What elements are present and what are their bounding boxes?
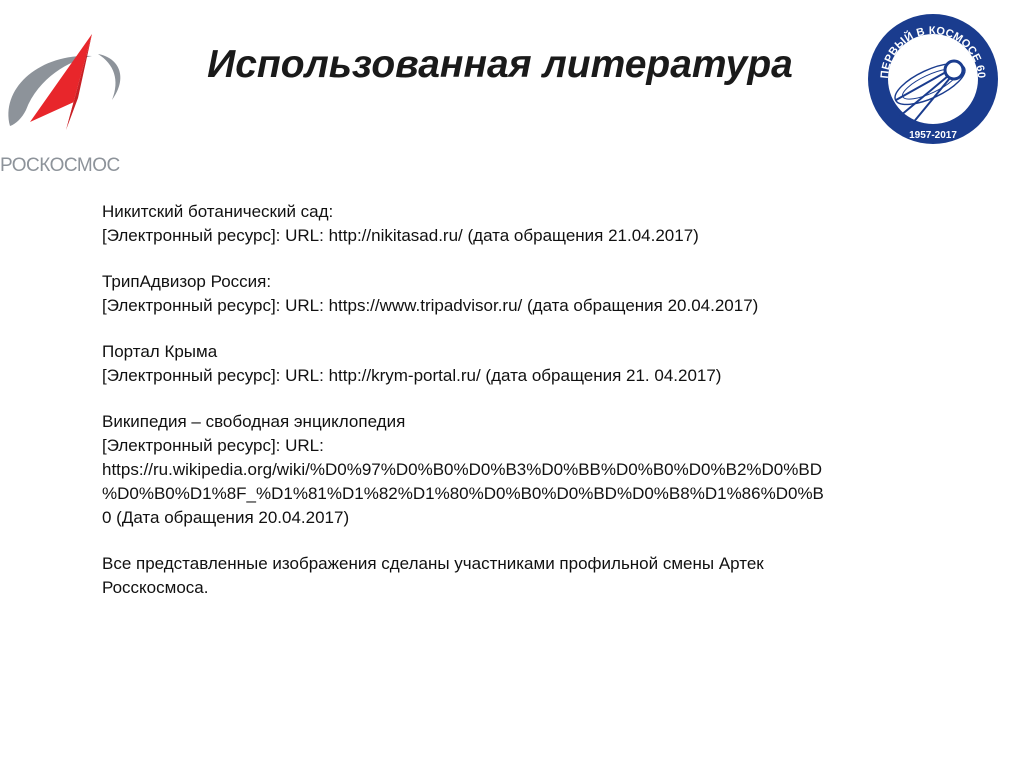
reference-name: Никитский ботанический сад: [102, 202, 334, 221]
badge-arc-text: ПЕРВЫЙ В КОСМОСЕ 60 [878, 24, 988, 79]
reference-item [102, 410, 972, 530]
sputnik-emblem-icon [866, 12, 1000, 146]
reference-url-line: 0 (Дата обращения 20.04.2017) [102, 508, 350, 527]
images-footnote [102, 552, 972, 600]
references-list [102, 200, 972, 622]
page-title: Использованная литература [207, 43, 793, 86]
reference-details: [Электронный ресурс]: URL: [102, 436, 324, 455]
reference-details: [Электронный ресурс]: URL: http://krym-portal.ru/ (дата обращения 21. 04.2017) [102, 366, 722, 385]
reference-url-line: https://ru.wikipedia.org/wiki/%D0%97%D0%B0%D0%B3%D0%BB%D0%B0%D0%B2%D0%BD [102, 460, 822, 479]
reference-url-line: %D0%B0%D1%8F_%D1%81%D1%82%D1%80%D0%B0%D0%BD%D0%B8%D1%86%D0%B [102, 484, 824, 503]
reference-item [102, 340, 972, 388]
badge-years: 1957-2017 [909, 130, 957, 141]
reference-details: [Электронный ресурс]: URL: https://www.tripadvisor.ru/ (дата обращения 20.04.2017) [102, 296, 759, 315]
reference-item [102, 200, 972, 248]
roscosmos-emblem-icon [0, 18, 150, 158]
reference-details: [Электронный ресурс]: URL: http://nikitasad.ru/ (дата обращения 21.04.2017) [102, 226, 699, 245]
footnote-line: Росскосмоса. [102, 578, 209, 597]
footnote-line: Все представленные изображения сделаны участниками профильной смены Артек [102, 554, 764, 573]
first-in-space-badge [866, 12, 1000, 146]
reference-item [102, 270, 972, 318]
reference-name: Портал Крыма [102, 342, 218, 361]
reference-name: ТрипАдвизор Россия: [102, 272, 272, 291]
roscosmos-wordmark: РОСКОСМОС [0, 155, 120, 176]
roscosmos-logo [0, 18, 150, 176]
reference-name: Википедия – свободная энциклопедия [102, 412, 406, 431]
